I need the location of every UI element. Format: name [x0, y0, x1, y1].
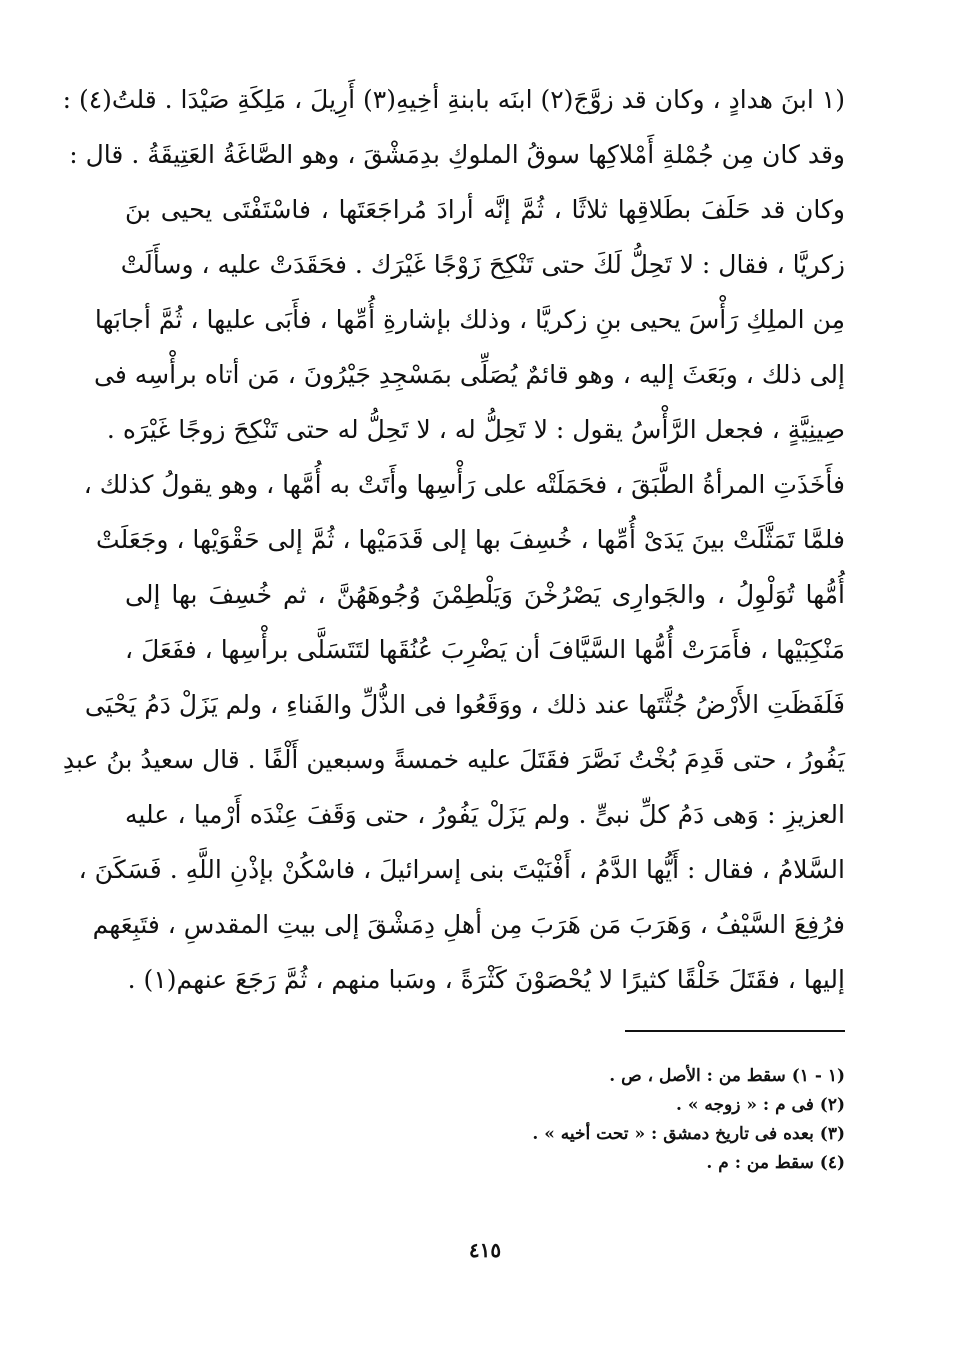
text-line: وقد كان مِن جُمْلةِ أَمْلاكِها سوقُ الملوكِ بدِمَشْقَ ، وهو الصَّاغَةُ العَتِيقَةُ . قال :: [69, 140, 845, 169]
text-line: فرُفِعَ السَّيْفُ ، وَهَرَبَ مَن هَرَبَ مِن أهلِ دِمَشْقَ إلى بيتِ المقدسِ ، فتَبِعَهم: [92, 910, 845, 939]
text-line: إلى ذلك ، وبَعَثَ إليه ، وهو قائمٌ يُصَلِّى بمَسْجِدِ جَيْرُونَ ، مَن أتاه برأْسِه فى: [94, 360, 845, 389]
footnote-separator: [625, 1030, 845, 1032]
main-text-block: [62, 72, 845, 1007]
page-number: ٤١٥: [468, 1238, 502, 1262]
text-line: فلمَّا تَمَثَّلَتْ بينَ يَدَىْ أُمِّها ، خُسِفَ بها إلى قَدَمَيْها ، ثُمَّ إلى حَقْوَيْها ، وجَعَلَتْ: [96, 525, 845, 554]
text-line: العزيزِ : وَهى دَمُ كلِّ نبىٍّ . ولم يَزَلْ يَفُورُ ، حتى وَقَفَ عِنْدَه أَرْميا ، عليه: [125, 800, 845, 829]
text-line: يَفُورُ ، حتى قَدِمَ بُخْتُ نَصَّرَ فقَتَلَ عليه خمسةً وسبعين أَلْفًا . قال سعيدُ بنُ عبدِ: [62, 745, 845, 774]
footnotes-block: [325, 1062, 845, 1178]
text-line: أُمُّها تُوَلْوِلُ ، والجَوارِى يَصْرُخْنَ وَيَلْطِمْنَ وُجُوهَهُنَّ ، ثم خُسِفَ بها إلى: [125, 580, 845, 609]
text-line: مِن الملِكِ رَأْسَ يحيى بنِ زكريَّا ، وذلك بإشارةِ أُمِّها ، فأَبَى عليها ، ثُمَّ أجابَها: [94, 305, 845, 334]
text-line: (١ ابنَ هدادٍ ، وكان قد زوَّجَ(٢) ابنَه بابنةِ أخِيهِ(٣) أَرِيلَ ، مَلِكَةِ صَيْدَا . قلتُ(٤) :: [62, 85, 845, 114]
text-line: زكريَّا ، فقال : لا تَحِلُّ لَكَ حتى تَنْكِحَ زَوْجًا غَيْرَك . فحَقَدَتْ عليه ، وسأَلَتْ: [120, 250, 845, 279]
footnote: (١ - ١) سقط من : الأصل ، ص .: [609, 1066, 845, 1086]
text-line: وكان قد حَلَفَ بطَلاقِها ثلاثًا ، ثُمَّ إنَّه أرادَ مُراجَعَتَها ، فاسْتَفْتَى يحيى بنَ: [125, 195, 845, 224]
footnote: (٢) فى م : « زوجه » .: [676, 1095, 845, 1115]
text-line: فَلَفَظَتِ الأَرْضُ جُثَّتَها عند ذلك ، ووَقَعُوا فى الذُّلِّ والفَناءِ ، ولم يَزَلْ دَمُ يَحْيَى: [84, 690, 845, 719]
footnote: (٣) بعده فى تاريخ دمشق : « تحت أخيه » .: [532, 1124, 845, 1144]
text-line: مَنْكِبَيْها ، فأَمَرَتْ أُمُّها السَّيَّافَ أن يَضْرِبَ عُنُقَها لتَتَسَلَّى برأْسِها ، ففَعَلَ ،: [125, 635, 845, 664]
text-line: صِينِيَّةٍ ، فجعل الرَّأْسُ يقول : لا تَحِلُّ له ، لا تَحِلُّ له حتى تَنْكِحَ زوجًا غَيْرَه .: [106, 415, 845, 444]
footnote: (٤) سقط من : م .: [706, 1153, 845, 1173]
text-line: فأَخَذَتِ المرأةُ الطَّبَقَ ، فحَمَلَتْه على رَأْسِها وأَتَتْ به أُمَّها ، وهو يقولُ كذلك ،: [83, 470, 845, 499]
text-line-last: إليها ، فقَتَلَ خَلْقًا كثيرًا لا يُحْصَوْنَ كَثْرَةً ، وسَبا منهم ، ثُمَّ رَجَعَ عنهم(١) .: [127, 965, 845, 994]
text-line: السَّلامُ ، فقال : أَيُّها الدَّمُ ، أَفْنَيْتَ بنى إسرائيلَ ، فاسْكُنْ بإذْنِ اللَّهِ . فَسَكَنَ ،: [78, 855, 845, 884]
